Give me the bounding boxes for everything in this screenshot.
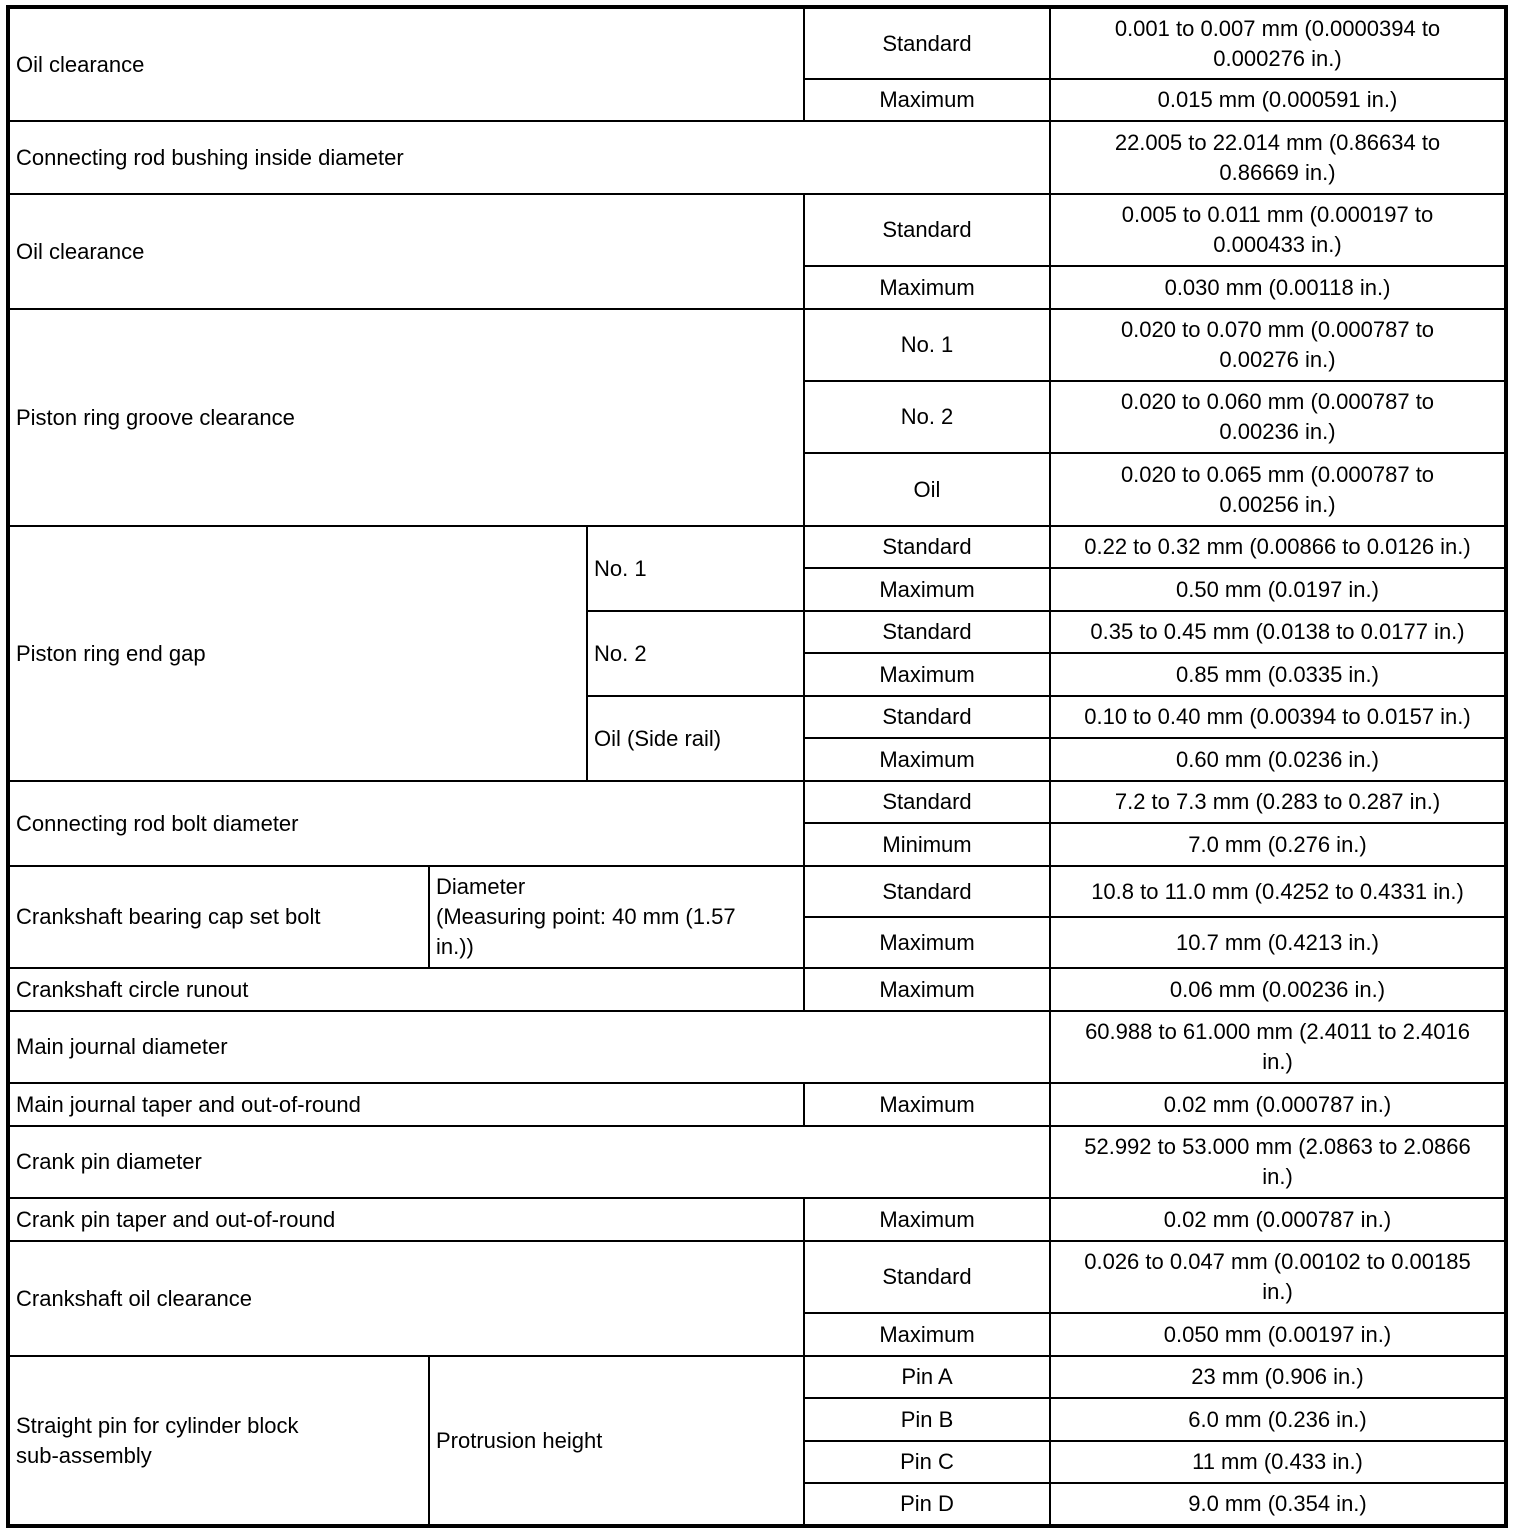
sub-item-cell: Diameter (Measuring point: 40 mm (1.57 in.)) [429, 866, 804, 968]
specification-table [6, 5, 1508, 1528]
table-row [8, 781, 1506, 823]
value-cell: 0.06 mm (0.00236 in.) [1050, 968, 1506, 1011]
condition-cell: Standard [804, 194, 1050, 266]
value-cell: 7.0 mm (0.276 in.) [1050, 823, 1506, 866]
value-cell: 6.0 mm (0.236 in.) [1050, 1398, 1506, 1441]
item-cell: Crankshaft oil clearance [8, 1241, 804, 1356]
condition-cell: Pin B [804, 1398, 1050, 1441]
condition-cell: No. 2 [804, 381, 1050, 453]
condition-cell: Maximum [804, 266, 1050, 309]
item-cell: Crankshaft circle runout [8, 968, 804, 1011]
item-cell: Connecting rod bushing inside diameter [8, 121, 1050, 194]
condition-cell: Maximum [804, 1313, 1050, 1356]
value-cell: 10.7 mm (0.4213 in.) [1050, 917, 1506, 968]
table-row [8, 1198, 1506, 1241]
condition-cell: Standard [804, 1241, 1050, 1313]
value-cell: 10.8 to 11.0 mm (0.4252 to 0.4331 in.) [1050, 866, 1506, 917]
item-cell: Piston ring groove clearance [8, 309, 804, 526]
item-cell: Crank pin diameter [8, 1126, 1050, 1198]
value-cell: 0.001 to 0.007 mm (0.0000394 to 0.000276 in.) [1050, 7, 1506, 79]
item-cell: Crank pin taper and out-of-round [8, 1198, 804, 1241]
item-cell: Main journal diameter [8, 1011, 1050, 1083]
condition-cell: Pin A [804, 1356, 1050, 1398]
value-cell: 0.005 to 0.011 mm (0.000197 to 0.000433 in.) [1050, 194, 1506, 266]
item-cell: Straight pin for cylinder block sub-assembly [8, 1356, 429, 1526]
condition-cell: Pin D [804, 1483, 1050, 1526]
value-cell: 0.85 mm (0.0335 in.) [1050, 653, 1506, 696]
value-cell: 22.005 to 22.014 mm (0.86634 to 0.86669 in.) [1050, 121, 1506, 194]
value-cell: 0.020 to 0.070 mm (0.000787 to 0.00276 in.) [1050, 309, 1506, 381]
value-cell: 7.2 to 7.3 mm (0.283 to 0.287 in.) [1050, 781, 1506, 823]
value-cell: 0.026 to 0.047 mm (0.00102 to 0.00185 in.) [1050, 1241, 1506, 1313]
condition-cell: Maximum [804, 917, 1050, 968]
item-cell: Oil clearance [8, 7, 804, 121]
table-row [8, 1011, 1506, 1083]
value-cell: 0.22 to 0.32 mm (0.00866 to 0.0126 in.) [1050, 526, 1506, 568]
table-row [8, 121, 1506, 194]
table-row [8, 526, 1506, 568]
condition-cell: Standard [804, 696, 1050, 738]
item-cell: Crankshaft bearing cap set bolt [8, 866, 429, 968]
table-row [8, 1126, 1506, 1198]
value-cell: 0.02 mm (0.000787 in.) [1050, 1198, 1506, 1241]
value-cell: 0.015 mm (0.000591 in.) [1050, 79, 1506, 121]
table-row [8, 7, 1506, 79]
item-cell: Main journal taper and out-of-round [8, 1083, 804, 1126]
value-cell: 0.35 to 0.45 mm (0.0138 to 0.0177 in.) [1050, 611, 1506, 653]
condition-cell: Maximum [804, 568, 1050, 611]
table-row [8, 1356, 1506, 1398]
condition-cell: Standard [804, 781, 1050, 823]
condition-cell: Maximum [804, 79, 1050, 121]
value-cell: 0.10 to 0.40 mm (0.00394 to 0.0157 in.) [1050, 696, 1506, 738]
value-cell: 0.020 to 0.060 mm (0.000787 to 0.00236 in.) [1050, 381, 1506, 453]
table-row [8, 309, 1506, 381]
condition-cell: Maximum [804, 738, 1050, 781]
item-cell: Oil clearance [8, 194, 804, 309]
item-cell: Piston ring end gap [8, 526, 587, 781]
condition-cell: Standard [804, 526, 1050, 568]
table-row [8, 866, 1506, 917]
condition-cell: Maximum [804, 968, 1050, 1011]
value-cell: 52.992 to 53.000 mm (2.0863 to 2.0866 in.) [1050, 1126, 1506, 1198]
condition-cell: No. 1 [804, 309, 1050, 381]
condition-cell: Minimum [804, 823, 1050, 866]
condition-cell: Oil [804, 453, 1050, 526]
sub-item-cell: No. 1 [587, 526, 804, 611]
value-cell: 23 mm (0.906 in.) [1050, 1356, 1506, 1398]
value-cell: 0.60 mm (0.0236 in.) [1050, 738, 1506, 781]
condition-cell: Pin C [804, 1441, 1050, 1483]
condition-cell: Maximum [804, 653, 1050, 696]
table-row [8, 194, 1506, 266]
value-cell: 0.030 mm (0.00118 in.) [1050, 266, 1506, 309]
condition-cell: Standard [804, 7, 1050, 79]
value-cell: 0.050 mm (0.00197 in.) [1050, 1313, 1506, 1356]
value-cell: 9.0 mm (0.354 in.) [1050, 1483, 1506, 1526]
table-row [8, 968, 1506, 1011]
sub-item-cell: Oil (Side rail) [587, 696, 804, 781]
condition-cell: Maximum [804, 1083, 1050, 1126]
value-cell: 0.50 mm (0.0197 in.) [1050, 568, 1506, 611]
sub-item-cell: Protrusion height [429, 1356, 804, 1526]
table-row [8, 1083, 1506, 1126]
table-row [8, 1241, 1506, 1313]
sub-item-cell: No. 2 [587, 611, 804, 696]
condition-cell: Standard [804, 866, 1050, 917]
value-cell: 0.020 to 0.065 mm (0.000787 to 0.00256 in.) [1050, 453, 1506, 526]
item-cell: Connecting rod bolt diameter [8, 781, 804, 866]
condition-cell: Maximum [804, 1198, 1050, 1241]
value-cell: 0.02 mm (0.000787 in.) [1050, 1083, 1506, 1126]
condition-cell: Standard [804, 611, 1050, 653]
value-cell: 11 mm (0.433 in.) [1050, 1441, 1506, 1483]
value-cell: 60.988 to 61.000 mm (2.4011 to 2.4016 in.) [1050, 1011, 1506, 1083]
